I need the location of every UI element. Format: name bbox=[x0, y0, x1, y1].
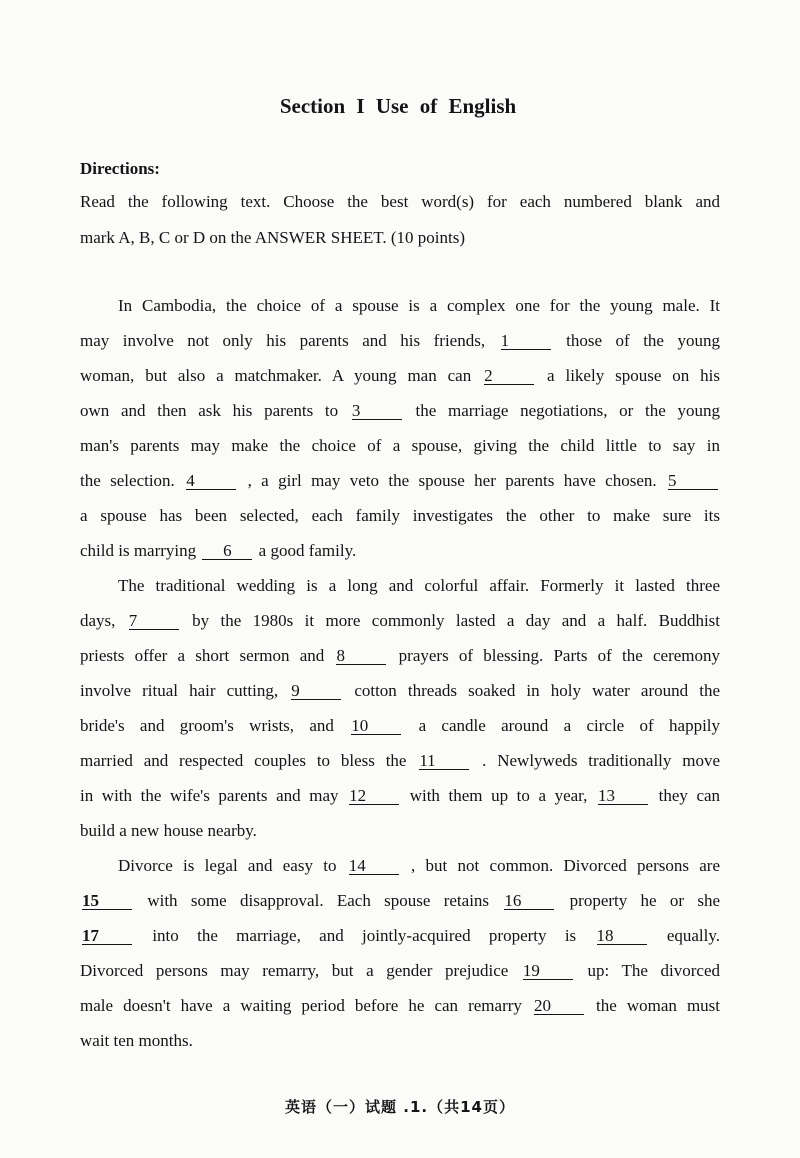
passage-text: Divorce is legal and easy to bbox=[118, 856, 337, 875]
page-footer: 英语（一）试题 .1.（共14页） bbox=[285, 1098, 515, 1116]
directions-line-2: mark A, B, C or D on the ANSWER SHEET. (10 points) bbox=[80, 228, 465, 247]
passage-line bbox=[80, 891, 720, 911]
passage-text: those of the young bbox=[566, 331, 720, 350]
blank-10: 10 bbox=[351, 718, 401, 735]
passage-text: days, bbox=[80, 611, 116, 630]
blank-16: 16 bbox=[504, 893, 554, 910]
passage-text: a good family. bbox=[258, 541, 357, 560]
blank-12: 12 bbox=[349, 788, 399, 805]
passage-line bbox=[80, 436, 720, 456]
passage-text: by the 1980s it more commonly lasted a day and a half. Buddhist bbox=[192, 611, 721, 630]
passage-text: in with the wife's parents and may bbox=[80, 786, 339, 805]
blank-9: 9 bbox=[291, 683, 341, 700]
directions-label: Directions: bbox=[80, 159, 160, 178]
blank-11: 11 bbox=[419, 753, 469, 770]
passage-text: a likely spouse on his bbox=[547, 366, 720, 385]
blank-19: 19 bbox=[523, 963, 573, 980]
passage-line bbox=[80, 751, 720, 771]
passage-line bbox=[80, 961, 720, 981]
passage-line bbox=[80, 366, 720, 386]
passage-line bbox=[80, 611, 720, 631]
passage-line bbox=[80, 786, 720, 806]
passage-line bbox=[80, 996, 720, 1016]
blank-6: 6 bbox=[202, 543, 252, 560]
passage-text: the selection. bbox=[80, 471, 175, 490]
blank-13: 13 bbox=[598, 788, 648, 805]
passage-text: cotton threads soaked in holy water around the bbox=[354, 681, 721, 700]
blank-15: 15 bbox=[82, 893, 132, 910]
passage-text: into the marriage, and jointly-acquired property is bbox=[152, 926, 577, 945]
blank-8: 8 bbox=[336, 648, 386, 665]
passage-text: child is marrying bbox=[80, 541, 197, 560]
passage-line bbox=[80, 541, 720, 561]
passage-line bbox=[80, 296, 720, 316]
passage-text: bride's and groom's wrists, and bbox=[80, 716, 334, 735]
blank-7: 7 bbox=[129, 613, 179, 630]
passage-text: married and respected couples to bless the bbox=[80, 751, 407, 770]
passage-line bbox=[80, 471, 720, 491]
passage-text: Divorced persons may remarry, but a gender prejudice bbox=[80, 961, 509, 980]
passage-line bbox=[80, 401, 720, 421]
blank-5: 5 bbox=[668, 473, 718, 490]
passage-text: priests offer a short sermon and bbox=[80, 646, 325, 665]
passage-text: with some disapproval. Each spouse retains bbox=[147, 891, 490, 910]
passage-line bbox=[80, 926, 720, 946]
passage-text: involve ritual hair cutting, bbox=[80, 681, 279, 700]
blank-14: 14 bbox=[349, 858, 399, 875]
passage-text: may involve not only his parents and his friends, bbox=[80, 331, 486, 350]
passage-line bbox=[80, 681, 720, 701]
passage-text: . Newlyweds traditionally move bbox=[482, 751, 720, 770]
blank-3: 3 bbox=[352, 403, 402, 420]
passage-text: the marriage negotiations, or the young bbox=[415, 401, 720, 420]
passage-text: with them up to a year, bbox=[409, 786, 588, 805]
section-title: Section I Use of English bbox=[279, 94, 517, 118]
passage-line bbox=[80, 856, 720, 876]
passage-line bbox=[80, 1031, 720, 1051]
passage-line bbox=[80, 716, 720, 736]
directions-line-1: Read the following text. Choose the best word(s) for each numbered blank and bbox=[80, 192, 720, 211]
passage-text: prayers of blessing. Parts of the ceremony bbox=[398, 646, 720, 665]
passage-text: , but not common. Divorced persons are bbox=[411, 856, 721, 875]
passage-text: the woman must bbox=[596, 996, 721, 1015]
blank-18: 18 bbox=[597, 928, 647, 945]
passage-line bbox=[80, 506, 720, 526]
passage-text: own and then ask his parents to bbox=[80, 401, 339, 420]
blank-1: 1 bbox=[501, 333, 551, 350]
blank-2: 2 bbox=[484, 368, 534, 385]
passage-text: , a girl may veto the spouse her parents have chosen. bbox=[247, 471, 657, 490]
passage-text: man's parents may make the choice of a spouse, giving the child little to say in bbox=[80, 436, 720, 455]
blank-20: 20 bbox=[534, 998, 584, 1015]
passage-line bbox=[80, 821, 720, 841]
passage-text: a spouse has been selected, each family investigates the other to make sure its bbox=[80, 506, 720, 525]
passage-line bbox=[80, 576, 720, 596]
passage-line bbox=[80, 331, 720, 351]
passage-text: they can bbox=[658, 786, 721, 805]
blank-4: 4 bbox=[186, 473, 236, 490]
blank-17: 17 bbox=[82, 928, 132, 945]
passage-text: build a new house nearby. bbox=[80, 821, 257, 840]
passage-text: In Cambodia, the choice of a spouse is a complex one for the young male. It bbox=[118, 296, 720, 315]
passage-text: The traditional wedding is a long and colorful affair. Formerly it lasted three bbox=[118, 576, 720, 595]
passage-text: equally. bbox=[666, 926, 721, 945]
passage-text: woman, but also a matchmaker. A young man can bbox=[80, 366, 472, 385]
passage-text: a candle around a circle of happily bbox=[418, 716, 721, 735]
passage-text: property he or she bbox=[569, 891, 721, 910]
passage-text: wait ten months. bbox=[80, 1031, 193, 1050]
passage-text: male doesn't have a waiting period before he can remarry bbox=[80, 996, 522, 1015]
passage-text: up: The divorced bbox=[587, 961, 721, 980]
passage-line bbox=[80, 646, 720, 666]
